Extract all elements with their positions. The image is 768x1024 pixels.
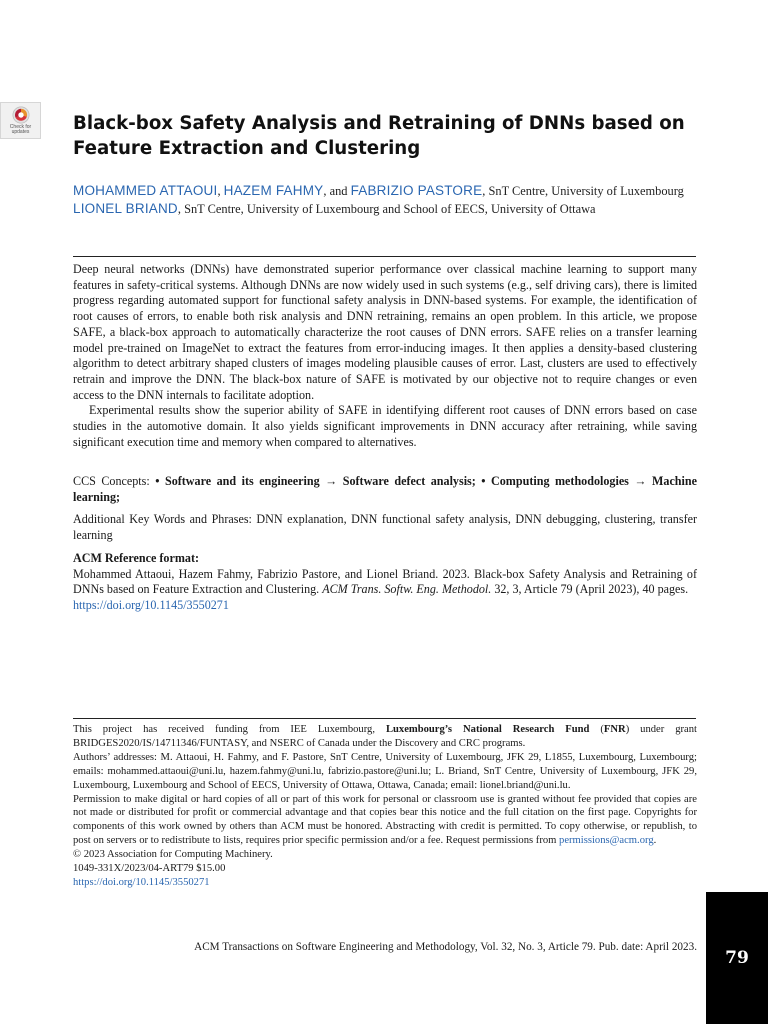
journal-citation-line: ACM Transactions on Software Engineering and Methodology, Vol. 32, No. 3, Article 79. Pub. date: April 2023. [194,941,697,953]
page-number: 79 [725,948,749,968]
author-list [73,182,698,218]
permissions-email-link[interactable]: permissions@acm.org [559,835,654,847]
abstract-paragraph-1: Deep neural networks (DNNs) have demonstrated superior performance over classical machine learning to support many features in safety-critical systems. Although DNNs are now widely used in such systems (e.g., self driving cars), there is limited progress regarding automated support for functional safety analysis in DNN-based systems. For example, the identification of root causes of errors, to enable both risk analysis and DNN retraining, remains an open problem. In this article, we propose SAFE, a black-box approach to automatically characterize the root causes of DNN errors. SAFE relies on a transfer learning model pre-trained on ImageNet to extract the features from error-inducing images. It then applies a density-based clustering algorithm to detect arbitrary shaped clusters of images modeling plausible causes of error. Last, clusters are used to effectively retrain and improve the DNN. The black-box nature of SAFE is motivated by our objective not to require changes or even access to the DNN internals to facilitate adoption. [73,262,697,402]
check-for-updates-badge[interactable] [0,102,41,139]
abstract-top-rule [73,256,696,257]
funding-note: This project has received funding from IEE Luxembourg, Luxembourg’s National Research Fund (FNR) under grant BRIDGES2020/IS/14711346/FUNTASY, and NSERC of Canada under the Discovery and CRC programs. [73,724,697,749]
footer-rule [73,718,696,719]
ccs-label: CCS Concepts: [73,474,156,488]
author-line-2 [73,200,698,218]
affiliation-2: , SnT Centre, University of Luxembourg and School of EECS, University of Ottawa [177,202,596,216]
paper-title [73,111,703,161]
check-for-updates-icon [12,106,30,124]
issn-line: 1049-331X/2023/04-ART79 $15.00 [73,863,226,875]
author-fahmy: HAZEM FAHMY [223,183,324,198]
reference-doi-link[interactable]: https://doi.org/10.1145/3550271 [73,598,229,613]
reference-heading: ACM Reference format: [73,551,200,565]
footnotes [73,723,697,890]
author-briand: LIONEL BRIAND [73,201,178,216]
permission-note: Permission to make digital or hard copies of all or part of this work for personal or classroom use is granted without fee provided that copies are not made or distributed for profit or commercial advantage and that copies bear this notice and the full citation on the first page. Copyrights for components of this work owned by others than ACM must be honored. Abstracting with credit is permitted. To copy otherwise, or republish, to post on servers or to redistribute to lists, requires prior specific permission and/or a fee. Request permissions from permissions@acm.org. [73,793,697,847]
badge-label-1: Check for [9,124,32,130]
badge-label-2: updates [11,129,30,135]
author-separator-2: , and [323,184,351,198]
reference-format [73,551,697,614]
ccs-text: • Software and its engineering → Software defect analysis; • Computing methodologies → Machine learning; [73,474,697,504]
copyright-line: © 2023 Association for Computing Machinery. [73,849,273,861]
author-pastore: FABRIZIO PASTORE [350,183,483,198]
title-line-2: Feature Extraction and Clustering [73,138,421,159]
footer-doi-link[interactable]: https://doi.org/10.1145/3550271 [73,876,210,888]
reference-text: Mohammed Attaoui, Hazem Fahmy, Fabrizio Pastore, and Lionel Briand. 2023. Black-box Safety Analysis and Retraining of DNNs based on Feature Extraction and Clustering. ACM Trans. Softw. Eng. Methodol. 32, 3, Article 79 (April 2023), 40 pages. [73,566,697,597]
reference-journal: ACM Trans. Softw. Eng. Methodol. [322,582,492,597]
affiliation-1: , SnT Centre, University of Luxembourg [482,184,684,198]
keywords: Additional Key Words and Phrases: DNN explanation, DNN functional safety analysis, DNN debugging, clustering, transfer learning [73,512,697,542]
author-attaoui: MOHAMMED ATTAOUI [73,183,218,198]
abstract-paragraph-2: Experimental results show the superior ability of SAFE in identifying different root causes of DNN errors based on case studies in the automotive domain. It also yields significant improvements in DNN accuracy after retraining, while saving significant execution time and memory when compared to alternatives. [73,403,697,449]
ccs-concepts [73,474,697,505]
title-line-1: Black-box Safety Analysis and Retraining of DNNs based on [73,113,685,134]
author-separator-1: , [217,184,224,198]
abstract [73,262,697,450]
author-line-1 [73,182,698,200]
authors-addresses: Authors’ addresses: M. Attaoui, H. Fahmy, and F. Pastore, SnT Centre, University of Luxembourg, JFK 29, L1855, Luxembourg, Luxembourg; emails: mohammed.attaoui@uni.lu, hazem.fahmy@uni.lu, fabrizio.pastore@uni.lu; L. Briand, SnT Centre, University of Luxembourg, JFK 29, Luxembourg, Luxembourg and School of EECS, University of Ottawa, Ottawa, Canada; email: lionel.briand@uni.lu. [73,751,697,791]
